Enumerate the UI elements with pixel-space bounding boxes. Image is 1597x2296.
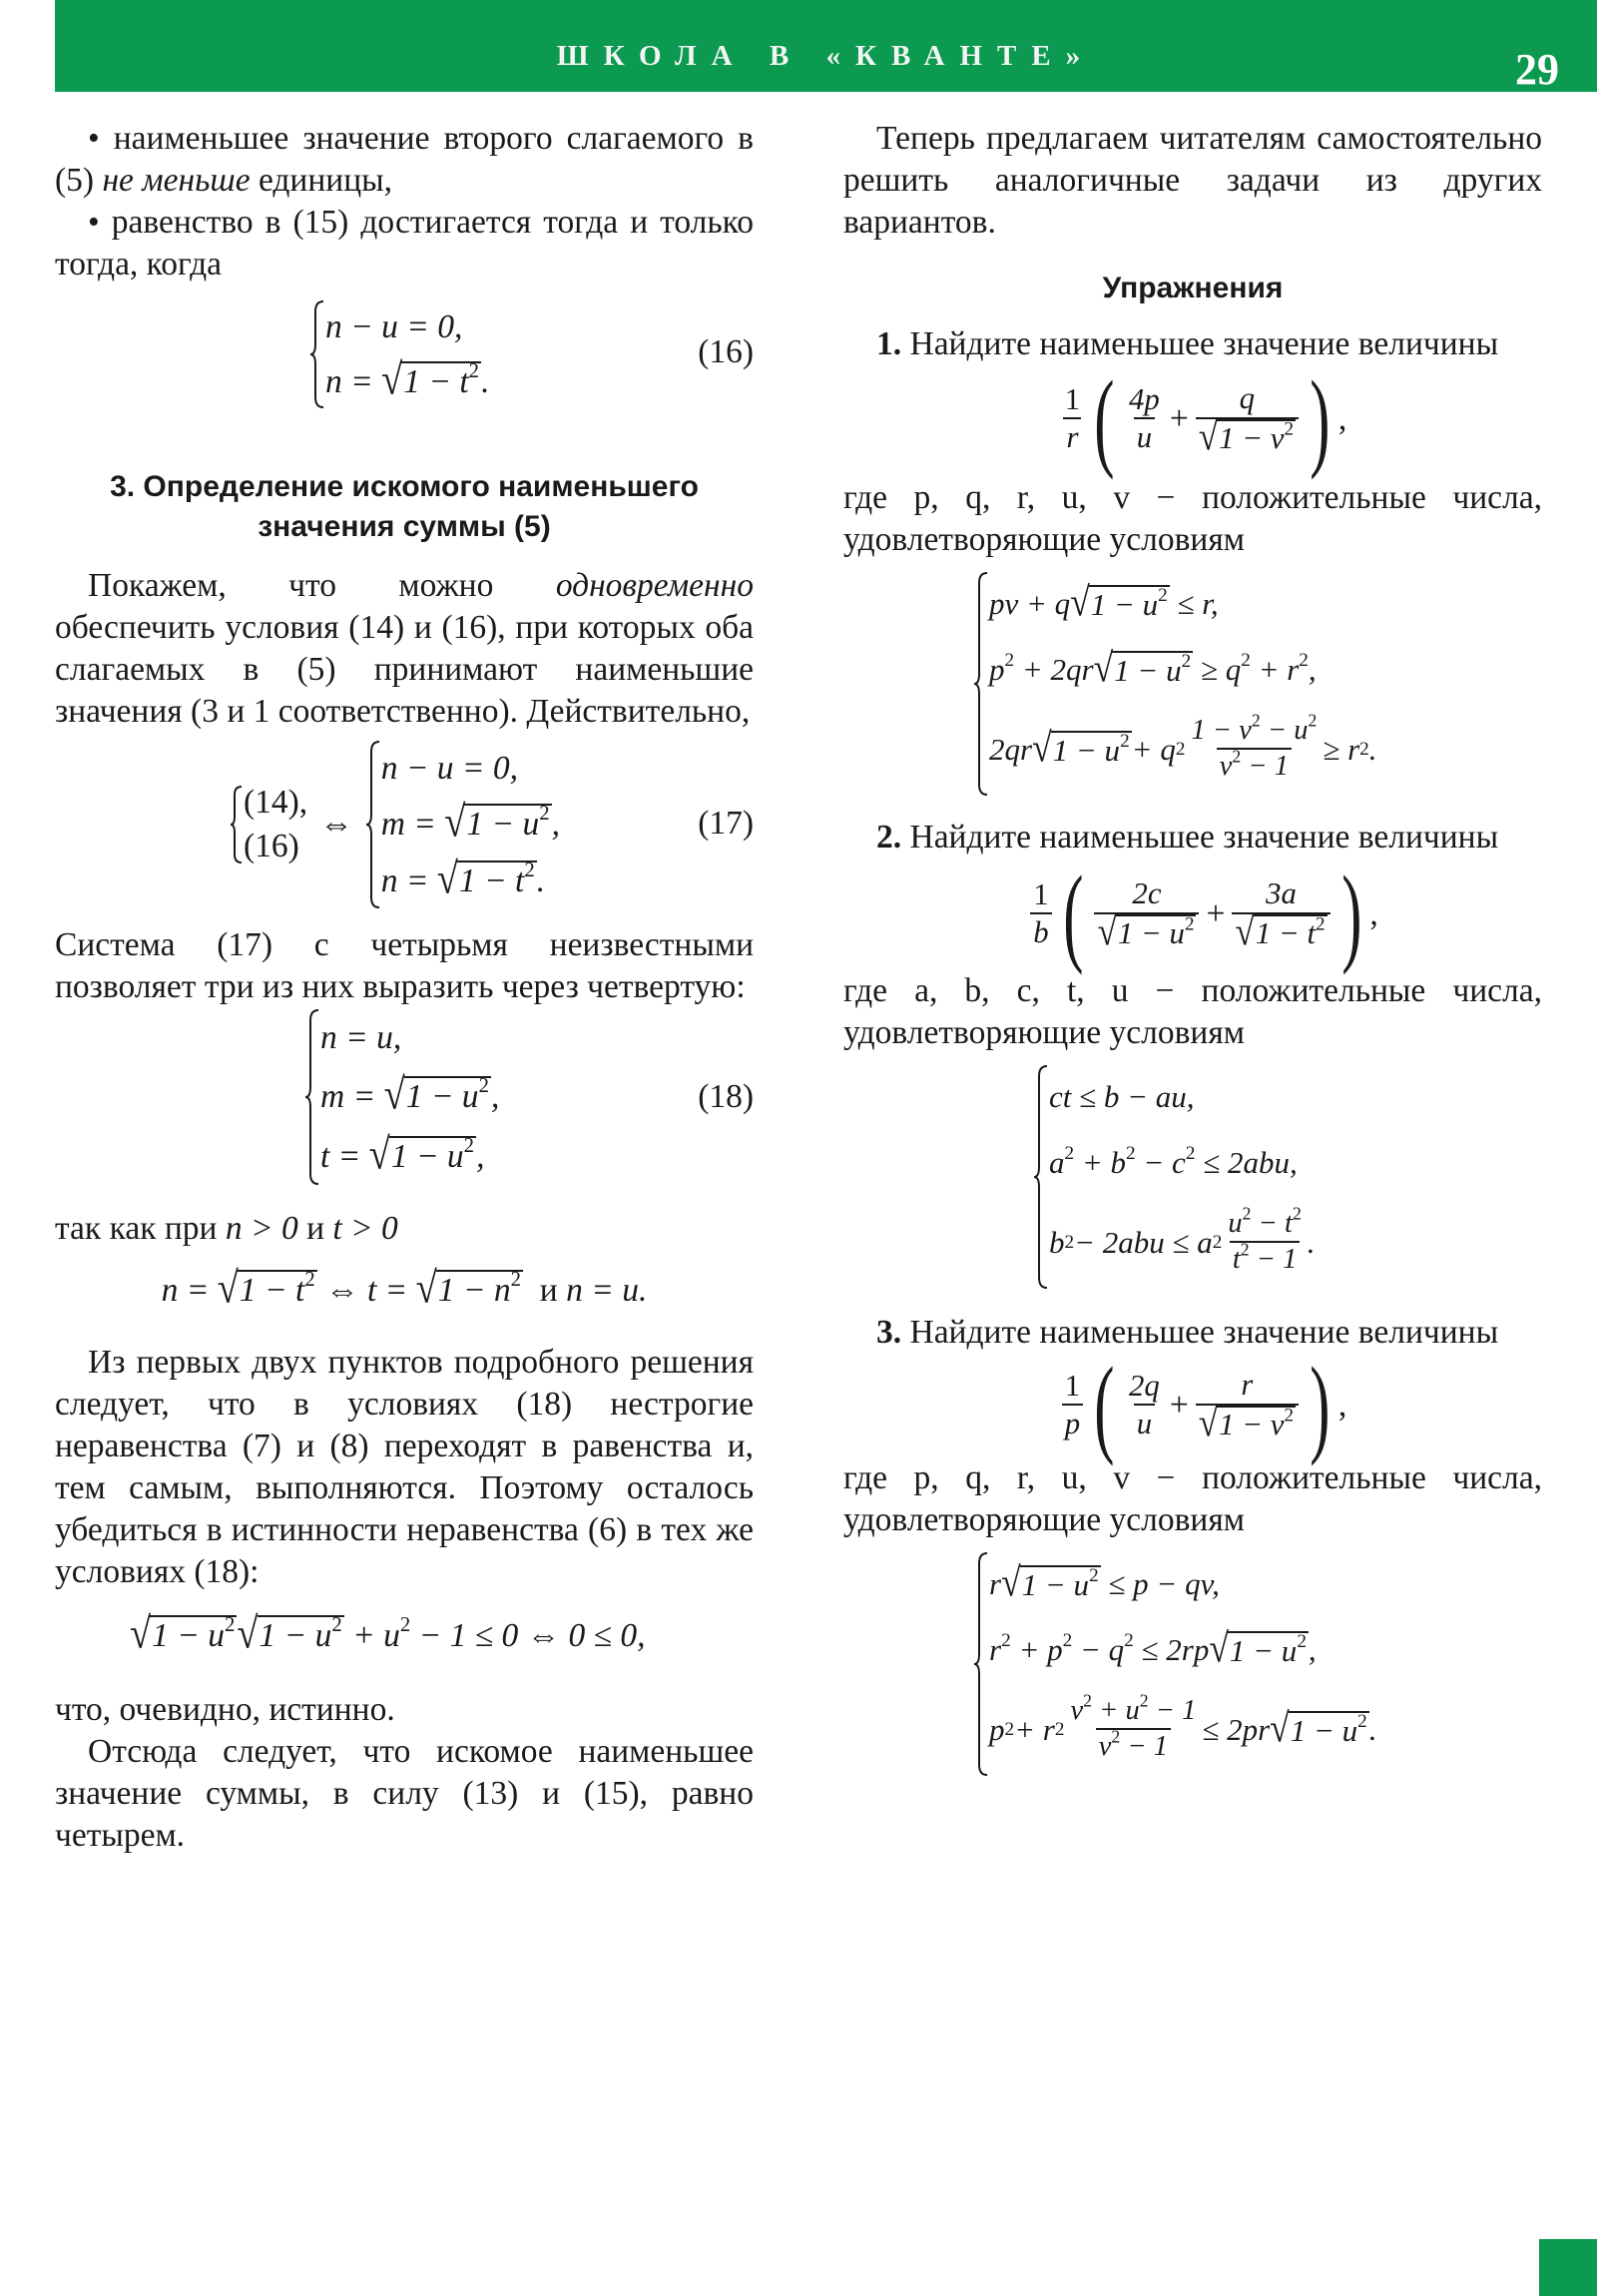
paragraph: Система (17) с четырьмя неизвестными позволяет три из них выразить через четвертую: [55,926,754,1005]
paragraph: так как при n > 0 и t > 0 [55,1210,398,1247]
exercise-2-system: ct ≤ b − au, $a^2 + b^2 - c^2 \le 2abu$, b 2 − 2abu ≤ a 2 $\frac{u^2 - t^2}{t^2 - 1}$ . [843,1064,1542,1294]
exercise-3-text: 3. Найдите наименьшее значение величины [876,1314,1499,1351]
page-header [55,0,1597,92]
exercise-1-conditions-text: где p, q, r, u, v − положительные числа, удовлетворяющие условиям [843,479,1542,558]
exercise-3-expression: $\frac{1}{p}$ ( $\frac{2q}{u}$ + r √ $1 - v^2$ ) , [863,1354,1542,1457]
paragraph: Теперь предлагаем читателям самостоятельно решить аналогичные задачи из других вариантов. [843,120,1542,241]
left-column [55,118,754,1857]
paragraph: Отсюда следует, что искомое наименьшее значение суммы, в силу (13) и (15), равно четырем. [55,1733,754,1854]
equation-18: n = u, m = √ $1 - u^2$ , t = √ $1 - u^2$ , (18) [55,1008,754,1190]
exercise-1-text: 1. Найдите наименьшее значение величины [876,325,1499,362]
exercise-1-expression: $\frac{1}{r}$ ( $\frac{4p}{u}$ + q √ $1 - v^2$ ) , [1064,356,1347,480]
equation-19: n = √ $1 - t^2$ ⇔ t = √ $1 - n^2$ и n = u. [161,1264,648,1313]
right-column [843,118,1542,1781]
paragraph: • наименьшее значение второго слагаемого в (5) не меньше единицы, [55,120,754,199]
exercise-2-text: 2. Найдите наименьшее значение величины [876,819,1499,856]
corner-block [1539,2239,1597,2296]
exercise-3-system: r √ $1 - u^2$ ≤ p − qv, $r^2 + p^2 - q^2 \le 2rp$ √ $1 - u^2$ , p 2 + r 2 $\frac{v^2 + u^2 - 1}{v^2 - 1}$ ≤ 2pr √ $1 - u^2$ . [843,1551,1542,1781]
page-number: 29 [1515,45,1559,94]
paragraph: • равенство в (15) достигается тогда и только тогда, когда [55,204,754,283]
paragraph: Покажем, что можно одновременно обеспечить условия (14) и (16), при которых оба слагаемых в (5) принимают наименьшие значения (3 и 1 соответственно). Действительно, [55,567,754,730]
paragraph: что, очевидно, истинно. [55,1691,395,1728]
exercise-3-conditions-text: где p, q, r, u, v − положительные числа, удовлетворяющие условиям [843,1459,1542,1538]
section-title: 3. Определение искомого наименьшего значения суммы (5) [110,470,699,543]
equation-16: n − u = 0, n = √ $1 - t^2$ . (16) [55,299,754,419]
paragraph: Из первых двух пунктов подробного решения следует, что в условиях (18) нестрогие неравенства (7) и (8) переходят в равенства и, тем самым, выполняются. Поэтому осталось убедиться в истинности неравенства (6) в тех же условиях (18): [55,1344,754,1590]
exercises-title: Упражнения [1102,272,1284,304]
exercise-2-conditions-text: где a, b, c, t, u − положительные числа, удовлетворяющие условиям [843,972,1542,1051]
exercise-2-expression: $\frac{1}{b}$ ( 2c √ $1 - u^2$ + 3a √ $1 - t^2$ ) , [863,859,1542,970]
header-title: ШКОЛА В «КВАНТЕ» [556,40,1096,72]
equation-20: √ $1 - u^2$ √ $1 - u^2$ + $u^2 - 1 \le 0$ ⇔ 0 ≤ 0, [130,1609,646,1658]
equation-17: (14), (16) ⇔ n − u = 0, m = √ $1 - u^2$ , n = √ $1 - t^2$ . (17) [55,739,754,910]
exercise-1-system: pv + q √ $1 - u^2$ ≤ r, $p^2 + 2qr$ √ $1 - u^2$ ≥ $q^2 + r^2$, 2qr √ $1 - u^2$ + q 2 $\frac{1 - v^2 - u^2}{v^2 - 1}$ ≥ r 2 . [843,571,1542,801]
